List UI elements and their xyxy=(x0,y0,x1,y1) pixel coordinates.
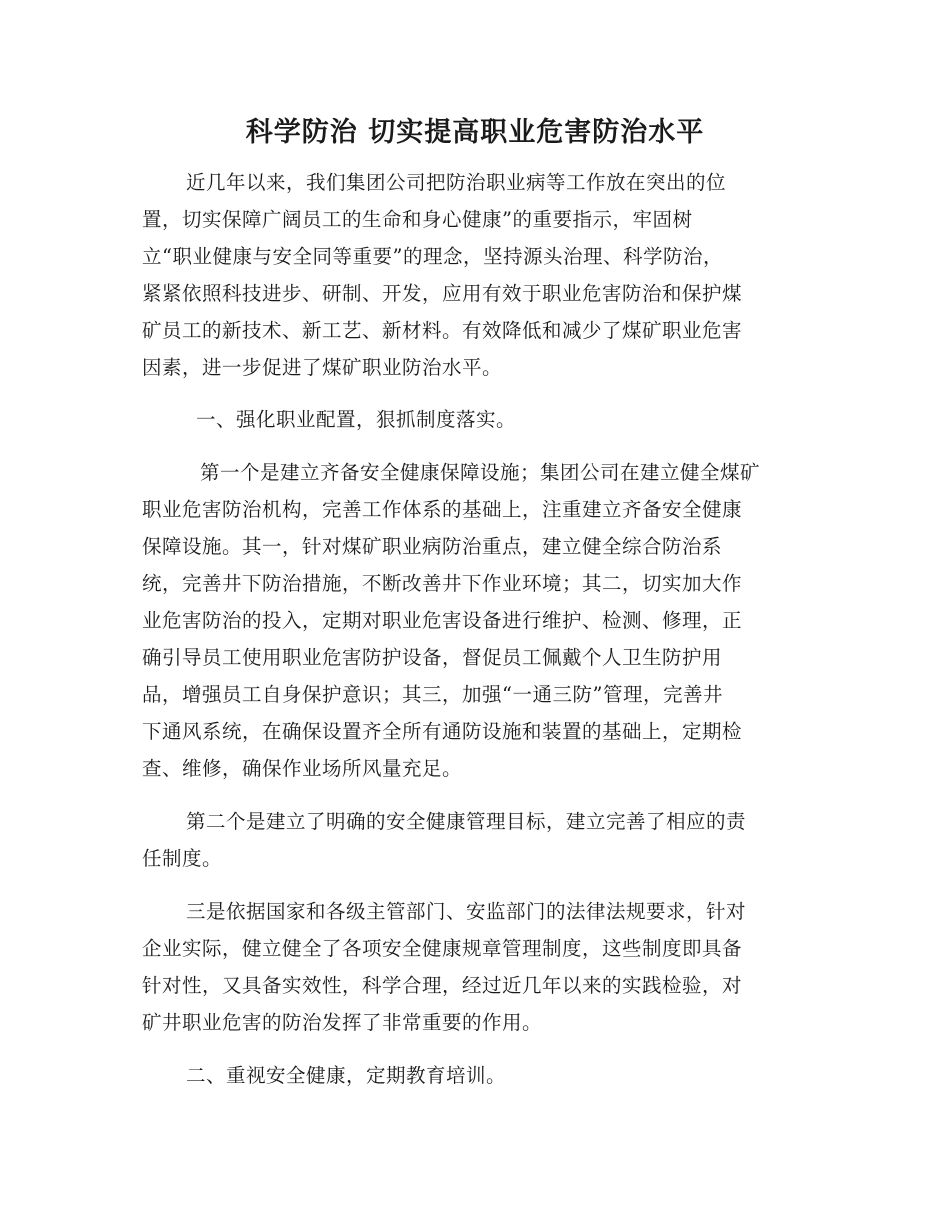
text-line: 业危害防治的投入，定期对职业危害设备进行维护、检测、修理，正 xyxy=(142,609,743,632)
text-line: 置，切实保障广阔员工的生命和身心健康”的重要指示，牢固树 xyxy=(142,208,693,231)
text-line: 查、维修，确保作业场所风量充足。 xyxy=(142,757,463,780)
text-line: 因素，进一步促进了煤矿职业防治水平。 xyxy=(142,356,503,379)
text-line: 确引导员工使用职业危害防护设备，督促员工佩戴个人卫生防护用 xyxy=(142,646,723,669)
text-line: 矿员工的新技术、新工艺、新材料。有效降低和减少了煤矿职业危害 xyxy=(142,319,743,342)
text-line: 针对性，又具备实效性，科学合理，经过近几年以来的实践检验，对 xyxy=(142,974,743,997)
text-line: 保障设施。其一，针对煤矿职业病防治重点，建立健全综合防治系 xyxy=(142,535,723,558)
text-line: 三是依据国家和各级主管部门、安监部门的法律法规要求，针对 xyxy=(186,900,747,923)
document-title: 科学防治 切实提高职业危害防治水平 xyxy=(245,117,705,148)
text-line: 品，增强员工自身保护意识；其三，加强“一通三防”管理，完善井 xyxy=(142,683,723,706)
text-line: 任制度。 xyxy=(142,847,223,870)
text-line: 矿井职业危害的防治发挥了非常重要的作用。 xyxy=(142,1011,543,1034)
section-heading: 一、强化职业配置，狠抓制度落实。 xyxy=(196,408,517,431)
section-heading: 二、重视安全健康，定期教育培训。 xyxy=(186,1064,507,1087)
text-line: 近几年以来，我们集团公司把防治职业病等工作放在突出的位 xyxy=(186,171,727,194)
text-line: 企业实际，健立健全了各项安全健康规章管理制度，这些制度即具备 xyxy=(142,937,743,960)
text-line: 职业危害防治机构，完善工作体系的基础上，注重建立齐备安全健康 xyxy=(142,498,743,521)
text-line: 下通风系统，在确保设置齐全所有通防设施和装置的基础上，定期检 xyxy=(142,720,743,743)
text-line: 紧紧依照科技进步、研制、开发，应用有效于职业危害防治和保护煤 xyxy=(142,282,743,305)
text-line: 第二个是建立了明确的安全健康管理目标，建立完善了相应的责 xyxy=(186,810,747,833)
text-line: 立“职业健康与安全同等重要”的理念，坚持源头治理、科学防治， xyxy=(142,245,723,268)
text-line: 统，完善井下防治措施，不断改善井下作业环境；其二，切实加大作 xyxy=(142,572,743,595)
text-line: 第一个是建立齐备安全健康保障设施；集团公司在建立健全煤矿 xyxy=(200,461,761,484)
